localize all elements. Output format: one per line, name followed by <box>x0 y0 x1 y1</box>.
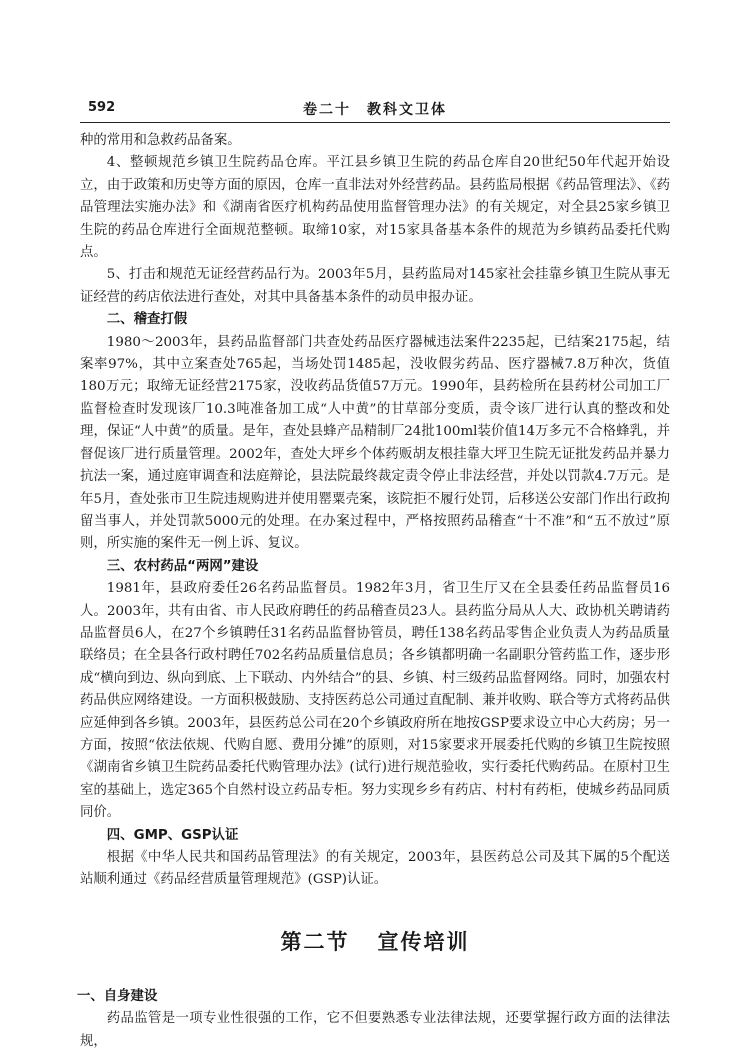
paragraph-inspection: 1980～2003年，县药品监督部门共查处药品医疗器械违法案件2235起，已结案2175起，结案率97%，其中立案查处765起，当场处罚1485起，没收假劣药品、医疗器械7.8万种次，货值180万元；取缔无证经营2175家，没收药品货值57万元。1990年，县药检所在县药材公司加工厂监督检查时发现该厂10.3吨准备加工成“人中黄”的甘草部分变质，责令该厂进行认真的整改和处理，保证“人中黄”的质量。是年，查处县蜂产品精制厂24批100ml装价值14万多元不合格蜂乳，并督促该厂进行质量管理。2002年，查处大坪乡个体药贩胡友根挂靠大坪卫生院无证批发药品并暴力抗法一案，通过庭审调查和法庭辩论，县法院最终裁定责令停止非法经营，并处以罚款4.7万元。是年5月，查处张市卫生院违规购进并使用罂粟壳案，该院拒不履行处罚，后移送公安部门作出行政拘留当事人，并处罚款5000元的处理。在办案过程中，严格按照药品稽查“十不准”和“五不放过”原则，所实施的案件无一例上诉、复议。 <box>80 334 670 552</box>
paragraph-two-networks: 1981年，县政府委任26名药品监督员。1982年3月，省卫生厅又在全县委任药品监督员16人。2003年，共有由省、市人民政府聘任的药品稽查员23人。县药监分局从人大、政协机关聘请药品监督员6人，在27个乡镇聘任31名药品监督协管员，聘任138名药品零售企业负责人为药品质量联络员；在全县各行政村聘任702名药品质量信息员；各乡镇都明确一名副职分管药监工作，逐步形成“横向到边、纵向到底、上下联动、内外结合”的县、乡镇、村三级药品监督网络。同时，加强农村药品供应网络建设。一方面积极鼓励、支持医药总公司通过直配制、兼并收购、联合等方式将药品供应延伸到各乡镇。2003年，县医药总公司在20个乡镇政府所在地按GSP要求设立中心大药房；另一方面，按照“依法依规、代购自愿、费用分摊”的原则，对15家要求开展委托代购的乡镇卫生院按照《湖南省乡镇卫生院药品委托代购管理办法》(试行)进行规范验收，实行委托代购药品。在原村卫生室的基础上，选定365个自然村设立药品专柜。努力实现乡乡有药店、村村有药柜，使城乡药品同质同价。 <box>80 581 670 821</box>
heading-inspection: 二、稽查打假 <box>106 312 188 328</box>
paragraph-unlicensed: 5、打击和规范无证经营药品行为。2003年5月，县药监局对145家社会挂靠乡镇卫生院从事无证经营的药店依法进行查处，对其中具备基本条件的动员申报办证。 <box>80 267 670 305</box>
heading-two-networks: 三、农村药品“两网”建设 <box>106 558 259 574</box>
page-number: 592 <box>88 100 116 115</box>
running-title: 卷二十 教科文卫体 <box>303 102 447 118</box>
heading-gmp-gsp: 四、GMP、GSP认证 <box>106 827 239 843</box>
section-name: 宣传培训 <box>377 929 470 954</box>
page-content <box>77 130 670 1053</box>
paragraph-self-building: 药品监管是一项专业性很强的工作，它不但要熟悉专业法律法规，还要掌握行政方面的法律法规， <box>80 1011 670 1049</box>
paragraph-gmp-gsp: 根据《中华人民共和国药品管理法》的有关规定，2003年，县医药总公司及其下属的5个配送站顺利通过《药品经营质量管理规范》(GSP)认证。 <box>80 850 670 888</box>
section-title <box>80 926 670 956</box>
section-number: 第二节 <box>280 929 350 954</box>
heading-self-building: 一、自身建设 <box>77 988 158 1004</box>
page-header <box>80 98 670 123</box>
paragraph-warehouse: 4、整顿规范乡镇卫生院药品仓库。平江县乡镇卫生院的药品仓库自20世纪50年代起开始设立，由于政策和历史等方面的原因，仓库一直非法对外经营药品。县药监局根据《药品管理法》、《药品管理法实施办法》和《湖南省医疗机构药品使用监督管理办法》的有关规定，对全县25家乡镇卫生院的药品仓库进行全面规范整顿。取缔10家，对15家具备基本条件的规范为乡镇药品委托代购点。 <box>80 155 670 261</box>
paragraph-continued: 种的常用和急救药品备案。 <box>80 133 241 148</box>
